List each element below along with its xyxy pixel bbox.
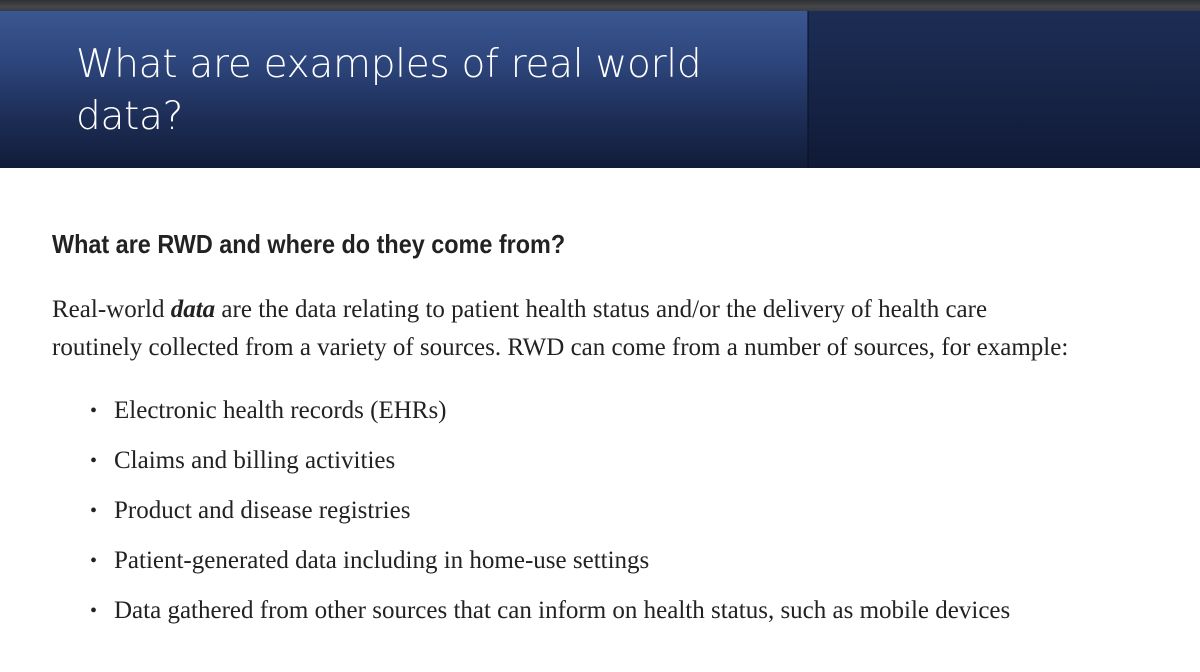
- bullet-icon: •: [90, 500, 98, 522]
- list-item: [90, 443, 1010, 493]
- list-item-text: Patient-generated data including in home-use settings: [114, 547, 650, 574]
- intro-emphasis: data: [170, 296, 216, 323]
- rwd-sources-list: [90, 393, 1010, 643]
- window-top-strip: [0, 0, 1200, 11]
- list-item-text: Product and disease registries: [114, 497, 411, 524]
- intro-line-1: [52, 291, 1172, 329]
- intro-rest-text: are the data relating to patient health status and/or the delivery of health care: [215, 296, 988, 323]
- list-item: [90, 393, 1010, 443]
- section-heading: What are RWD and where do they come from?: [52, 229, 566, 259]
- bullet-icon: •: [90, 550, 98, 572]
- bullet-icon: •: [90, 400, 98, 422]
- slide-title: What are examples of real world data?: [76, 42, 702, 139]
- list-item: [90, 593, 1010, 643]
- bullet-icon: •: [90, 450, 98, 472]
- intro-paragraph: [52, 291, 1172, 367]
- list-item: [90, 543, 1010, 593]
- bullet-icon: •: [90, 600, 98, 622]
- intro-line-2: routinely collected from a variety of sources. RWD can come from a number of sources, for example:: [52, 334, 1069, 361]
- list-item-text: Data gathered from other sources that can inform on health status, such as mobile devices: [114, 597, 1011, 624]
- title-band-divider: [807, 11, 809, 168]
- list-item-text: Claims and billing activities: [114, 447, 396, 474]
- list-item-text: Electronic health records (EHRs): [114, 397, 447, 424]
- slide-title-band: [0, 11, 1200, 168]
- intro-lead-text: Real-world: [52, 296, 171, 323]
- title-band-right-panel: [808, 11, 1200, 168]
- list-item: [90, 493, 1010, 543]
